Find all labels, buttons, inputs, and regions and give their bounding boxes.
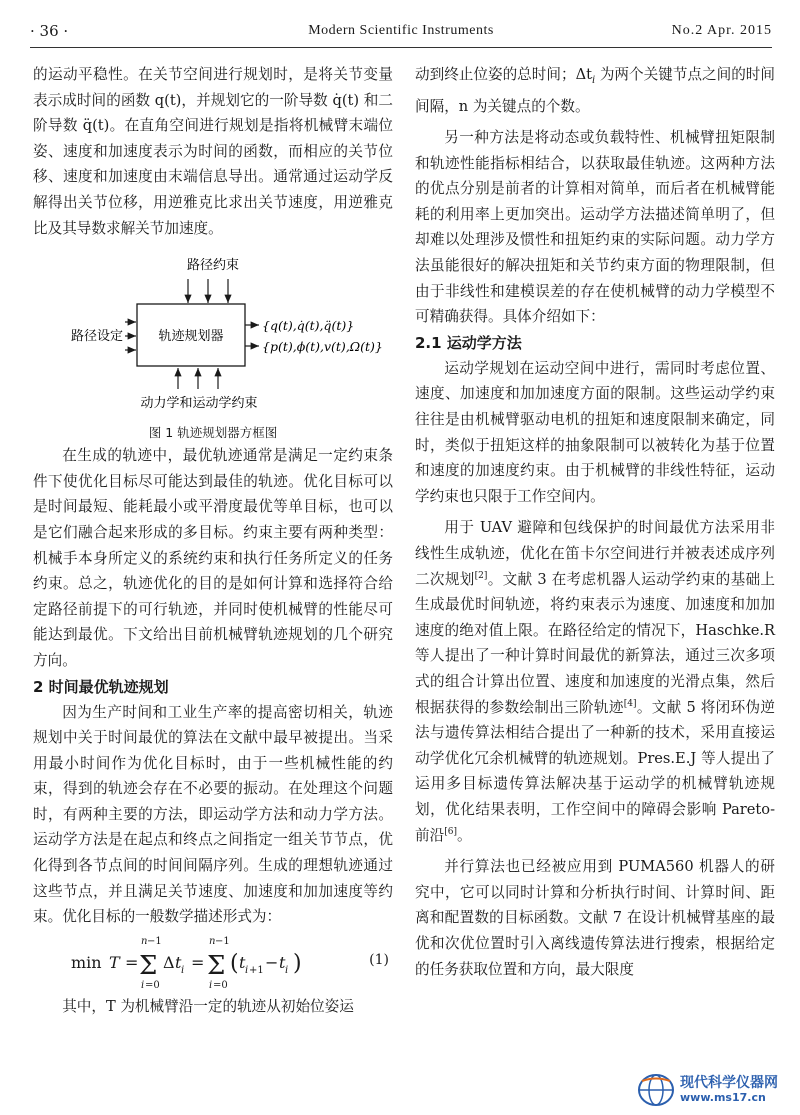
svg-text:=0: =0 [145,979,160,991]
citation[interactable]: [4] [623,698,637,709]
text-span: 。 [456,826,472,844]
svg-text:t: t [239,952,246,972]
right-column [415,62,775,982]
svg-text:(: ( [230,950,239,976]
watermark-url: www.ms17.cn [680,1091,766,1104]
svg-text:i: i [209,979,213,991]
svg-text:t: t [175,952,182,972]
text-span: 。文献 5 将闭环伪逆法与遗传算法相结合提出了一种新的技术，采用直接运动学优化冗余机械臂的轨迹规划。Pres.E.J 等人提出了运用多目标遗传算法解决基于运动学的机械臂轨迹规划，优化结果表明，工作空间中的障碍会影响 Pareto-前沿 [415,698,775,844]
svg-text:min: min [71,952,102,972]
path-setting-label: 路径设定 [70,329,124,345]
svg-text:=: = [125,952,139,972]
path-constraint-label: 路径约束 [186,258,240,274]
paragraph [415,515,775,848]
watermark-logo [636,1072,786,1108]
paragraph: 另一种方法是将动态或负载特性、机械臂扭矩限制和轨迹性能指标相结合，以获取最佳轨迹。这两种方法的优点分别是前者的计算相对简单，而后者在机械臂能耗的利用率上更加突出。运动学方法描述简单明了，但却难以处理涉及惯性和扭矩约束的实际问题。动力学方法虽能很好的解决扭矩和关节约束方面的物理限制，但由于非线性和建模误差的存在使机械臂的动力学模型不可精确获得。具体介绍如下： [415,129,775,326]
figure-caption: 图 1 轨迹规划器方框图 [148,425,278,441]
svg-text:i: i [181,964,185,976]
paragraph: 在生成的轨迹中，最优轨迹通常是满足一定约束条件下使优化目标尽可能达到最佳的轨迹。优化目标可以是时间最短、能耗最小或平滑度最优等单目标，也可以是它们融合起来形成的多目标。约束主要有两种类型：机械手本身所定义的系统约束和执行任务所定义的任务约束。总之，轨迹优化的目的是如何计算和选择符合给定路径前提下的可行轨迹，并同时使机械臂的性能尽可能达到最优。下文给出目前机械臂轨迹规划的几个研究方向。 [33,447,393,669]
planner-label: 轨迹规划器 [158,329,224,345]
text-span: 。文献 3 在考虑机器人运动学约束的基础上生成最优时间轨迹，将约束表示为速度、加速度和加加速度的绝对值上限。在路径给定的情况下，Haschke.R 等人提出了一种计算时间最优的新算法，通过三次多项式的组合计算出位置、速度和加速度的光滑点集，然后根据获得的参数绘制出三阶轨迹 [415,570,775,716]
section-heading: 2 时间最优轨迹规划 [33,677,169,696]
svg-text:): ) [293,950,302,976]
issue-info: No.2 Apr. 2015 [671,23,772,38]
joint-output: {q(t),q̇(t),q̈(t)} [262,318,355,334]
svg-text:i: i [141,979,145,991]
svg-text:Σ: Σ [139,950,158,981]
svg-text:i: i [285,964,289,976]
svg-text:−1: −1 [147,935,162,947]
paragraph [415,62,775,119]
watermark-name: 现代科学仪器网 [680,1075,778,1091]
svg-text:Δ: Δ [163,952,175,972]
citation[interactable]: [2] [474,570,488,581]
dynamics-constraint-label: 动力学和运动学约束 [140,396,258,412]
paragraph: 运动学规划在运动空间中进行，需同时考虑位置、速度、加速度和加加速度方面的限制。这些运动学约束往往是由机械臂驱动电机的扭矩和速度限制来确定，同时，类似于扭矩这样的抽象限制可以被转化为基于位置和速度的加速度约束。由于机械臂的非线性特征，运动学约束也只限于工作空间内。 [415,359,775,505]
svg-text:=: = [191,952,205,972]
paragraph: 其中，T 为机械臂沿一定的轨迹从初始位姿运 [62,997,354,1015]
svg-text:−1: −1 [215,935,230,947]
page-header [30,22,772,44]
equation-1 [33,930,393,994]
svg-text:t: t [279,952,286,972]
text-span: 用于 UAV 避障和包线保护的时间最优方法采用非线性生成轨迹，优化在笛卡尔空间进行并被表述成序列二次规划 [415,519,775,588]
subscript: i [591,74,596,86]
equation-formula [33,930,333,994]
cartesian-output: {p(t),ϕ(t),v(t),Ω(t)} [262,339,383,355]
header-rule [30,47,772,48]
section-heading: 2.1 运动学方法 [415,333,522,352]
citation[interactable]: [6] [444,826,457,837]
svg-text:T: T [109,952,120,972]
paragraph: 的运动平稳性。在关节空间进行规划时，是将关节变量表示成时间的函数 q(t)，并规划它的一阶导数 q̇(t) 和二阶导数 q̈(t)。在直角空间进行规划是指将机械臂末端位姿、速度和加速度表示为时间的函数，而相应的关节位移、速度和加速度由末端信息导出。通常通过运动学反解得出关节位移，用逆雅克比求出关节速度，用逆雅克比及其导数求解关节加速度。 [33,66,393,237]
svg-text:+1: +1 [249,964,264,976]
text-span: 为两个关键节点之间的时间间隔，n 为关键点的个数。 [415,66,776,115]
text-span: 动到终止位姿的总时间；Δt [415,66,592,83]
block-diagram [33,247,393,419]
paragraph: 因为生产时间和工业生产率的提高密切相关，轨迹规划中关于时间最优的算法在文献中最早被提出。当采用最小时间作为优化目标时，由于一些机械性能的约束，得到的轨迹会存在不必要的振动。在处理这个问题时，有两种主要的方法，即运动学方法和动力学方法。运动学方法是在起点和终点之间指定一组关节节点，优化得到各节点间的时间间隔序列。生成的理想轨迹通过这些节点，并且满足关节速度、加速度和加加速度等约束。优化目标的一般数学描述形式为： [33,703,393,926]
page-number: · 36 · [30,22,69,40]
journal-title: Modern Scientific Instruments [308,23,494,38]
left-column [33,62,393,1019]
globe-icon [636,1072,676,1108]
figure-1 [33,247,393,419]
svg-text:Σ: Σ [207,950,226,981]
svg-text:i: i [245,964,249,976]
svg-text:n: n [209,935,216,947]
equation-number: (1) [369,951,389,968]
paragraph: 并行算法也已经被应用到 PUMA560 机器人的研究中，它可以同时计算和分析执行时间、计算时间、距离和配置数的目标函数。文献 7 在设计机械臂基座的最优和次优位置时引入离线遗传算法进行搜索，根据给定的任务获取位置和方向，最大限度 [415,858,775,978]
svg-text:n: n [141,935,148,947]
svg-text:−: − [265,952,279,972]
svg-text:=0: =0 [213,979,228,991]
